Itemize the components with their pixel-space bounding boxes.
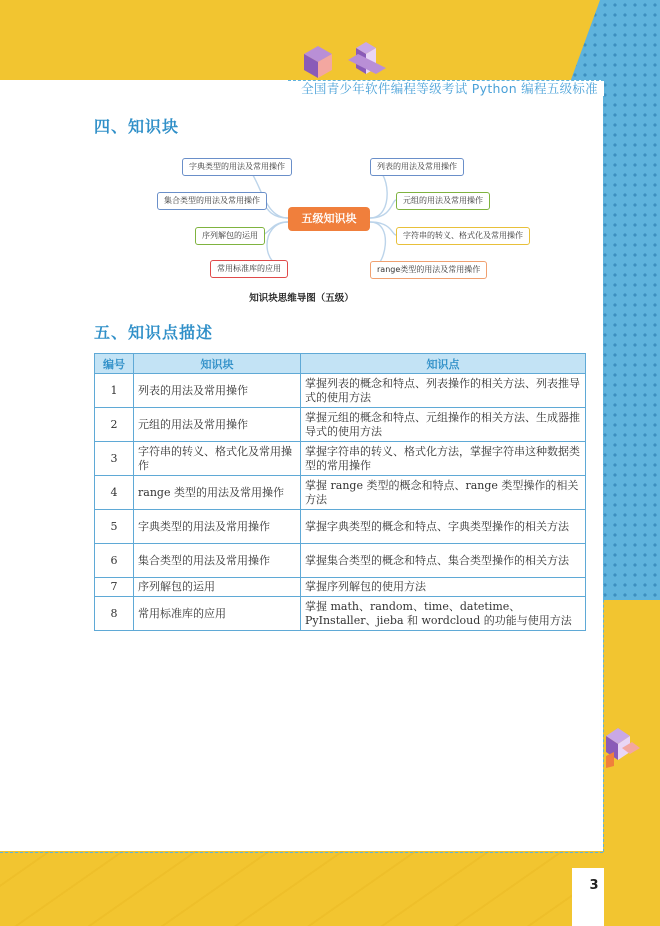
row-number: 5 — [95, 510, 134, 544]
knowledge-table — [94, 353, 586, 631]
row-block: 字典类型的用法及常用操作 — [134, 510, 301, 544]
cube-decoration-top — [294, 40, 404, 82]
section-5-title: 五、知识点描述 — [94, 323, 214, 342]
column-header-points: 知识点 — [301, 354, 586, 374]
mindmap-node-list: 列表的用法及常用操作 — [370, 158, 464, 176]
row-points: 掌握列表的概念和特点、列表操作的相关方法、列表推导式的使用方法 — [301, 374, 586, 408]
column-header-number: 编号 — [95, 354, 134, 374]
row-number: 8 — [95, 597, 134, 631]
row-block: 序列解包的运用 — [134, 578, 301, 597]
row-number: 1 — [95, 374, 134, 408]
table-row — [95, 442, 586, 476]
table-row — [95, 510, 586, 544]
mindmap-node-dict: 字典类型的用法及常用操作 — [182, 158, 292, 176]
row-number: 3 — [95, 442, 134, 476]
row-block: range 类型的用法及常用操作 — [134, 476, 301, 510]
mindmap-node-set: 集合类型的用法及常用操作 — [157, 192, 267, 210]
mindmap-caption: 知识块思维导图（五级） — [249, 293, 354, 304]
row-number: 4 — [95, 476, 134, 510]
mindmap-center: 五级知识块 — [288, 207, 370, 231]
mindmap-node-range: range类型的用法及常用操作 — [370, 261, 487, 279]
row-block: 列表的用法及常用操作 — [134, 374, 301, 408]
row-number: 2 — [95, 408, 134, 442]
row-points: 掌握元组的概念和特点、元组操作的相关方法、生成器推导式的使用方法 — [301, 408, 586, 442]
column-header-block: 知识块 — [134, 354, 301, 374]
page-number-tab — [572, 868, 604, 926]
row-points: 掌握 range 类型的概念和特点、range 类型操作的相关方法 — [301, 476, 586, 510]
mindmap-node-tuple: 元组的用法及常用操作 — [396, 192, 490, 210]
page-border-bottom — [0, 852, 603, 853]
table-row — [95, 476, 586, 510]
row-block: 常用标准库的应用 — [134, 597, 301, 631]
table-row — [95, 597, 586, 631]
row-number: 7 — [95, 578, 134, 597]
table-row — [95, 578, 586, 597]
mindmap-node-unpack: 序列解包的运用 — [195, 227, 265, 245]
row-points: 掌握序列解包的使用方法 — [301, 578, 586, 597]
row-number: 6 — [95, 544, 134, 578]
row-block: 字符串的转义、格式化及常用操作 — [134, 442, 301, 476]
table-row — [95, 408, 586, 442]
table-row — [95, 544, 586, 578]
table-row — [95, 374, 586, 408]
header-title: 全国青少年软件编程等级考试 Python 编程五级标准 — [301, 81, 598, 96]
table-header-row — [95, 354, 586, 374]
row-points: 掌握字符串的转义、格式化方法，掌握字符串这种数据类型的常用操作 — [301, 442, 586, 476]
mindmap-node-stdlib: 常用标准库的应用 — [210, 260, 288, 278]
footer-background — [0, 851, 600, 926]
row-points: 掌握字典类型的概念和特点、字典类型操作的相关方法 — [301, 510, 586, 544]
row-block: 元组的用法及常用操作 — [134, 408, 301, 442]
row-points: 掌握集合类型的概念和特点、集合类型操作的相关方法 — [301, 544, 586, 578]
page-number: 3 — [589, 878, 599, 893]
mindmap-node-string: 字符串的转义、格式化及常用操作 — [396, 227, 530, 245]
row-points: 掌握 math、random、time、datetime、PyInstaller、jieba 和 wordcloud 的功能与使用方法 — [301, 597, 586, 631]
cube-decoration-side — [600, 724, 644, 770]
row-block: 集合类型的用法及常用操作 — [134, 544, 301, 578]
section-4-title: 四、知识块 — [94, 117, 180, 136]
